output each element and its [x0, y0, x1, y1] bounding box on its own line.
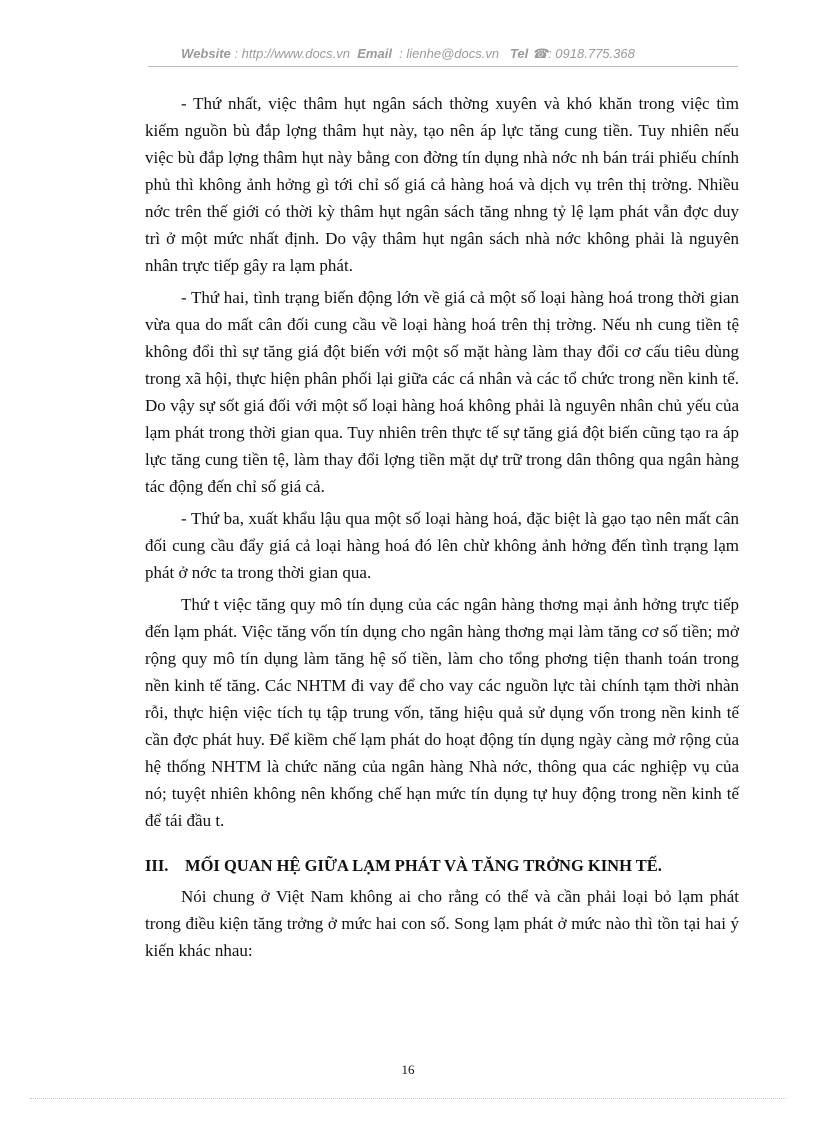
paragraph-second: - Thứ hai, tình trạng biến động lớn về giá cả một số loại hàng hoá trong thời gian vừa qua do mất cân đối cung cầu về loại hàng hoá trên thị trờng. Nếu nh cung tiền tệ không đổi thì sự tăng giá đột biến với một số mặt hàng làm thay đổi cơ cấu tiêu dùng trong xã hội, thực hiện phân phối lại giữa các cá nhân và các tổ chức trong nền kinh tế. Do vậy sự sốt giá đối với một số loại hàng hoá không phải là nguyên nhân chủ yếu của lạm phát trong thời gian qua. Tuy nhiên trên thực tế sự tăng giá đột biến cũng tạo ra áp lực tăng cung tiền tệ, làm thay đổi lợng tiền mặt dự trữ trong dân thông qua ngân hàng tác động đến chỉ số giá cả. — [145, 288, 739, 496]
tel-number: : 0918.775.368 — [548, 46, 635, 61]
header-divider — [148, 66, 738, 67]
paragraph-third: - Thứ ba, xuất khẩu lậu qua một số loại hàng hoá, đặc biệt là gạo tạo nên mất cân đối cung cầu đẩy giá cả loại hàng hoá đó lên chừ không ảnh hởng đến tình trạng lạm phát ở nớc ta trong thời gian qua. — [145, 509, 739, 582]
page-number: 16 — [401, 1062, 415, 1077]
section-title: MỐI QUAN HỆ GIỮA LẠM PHÁT VÀ TĂNG TRỞNG KINH TẾ. — [185, 856, 662, 875]
email-label: Email — [357, 46, 392, 61]
website-url: : http://www.docs.vn — [234, 46, 351, 61]
tel-label: Tel — [509, 46, 529, 61]
page-header — [0, 46, 816, 62]
document-body — [145, 90, 739, 969]
section-paragraph: Nói chung ở Việt Nam không ai cho rằng có thể và cần phải loại bỏ lạm phát trong điều kiện tăng trởng ở mức hai con số. Song lạm phát ở mức nào thì tồn tại hai ý kiến khác nhau: — [145, 887, 739, 960]
website-label: Website — [181, 46, 231, 61]
phone-icon: ☎ — [531, 46, 549, 61]
paragraph-first: - Thứ nhất, việc thâm hụt ngân sách thờng xuyên và khó khăn trong việc tìm kiếm nguồn bù đắp lợng thâm hụt này, tạo nên áp lực tăng cung tiền. Tuy nhiên nếu việc bù đắp lợng thâm hụt này bằng con đờng tín dụng nhà nớc nh bán trái phiếu chính phủ thì không ảnh hởng gì tới chỉ số giá cả hàng hoá và dịch vụ trên thị trờng. Nhiều nớc trên thế giới có thời kỳ thâm hụt ngân sách tăng nhng tỷ lệ lạm phát vẫn đợc duy trì ở một mức nhất định. Do vậy thâm hụt ngân sách nhà nớc không phải là nguyên nhân trực tiếp gây ra lạm phát. — [145, 94, 739, 275]
section-heading — [145, 852, 739, 879]
email-address: : lienhe@docs.vn — [399, 46, 500, 61]
section-number: III. — [145, 856, 169, 875]
page-bottom-divider — [30, 1098, 786, 1099]
paragraph-fourth: Thứ t việc tăng quy mô tín dụng của các ngân hàng thơng mại ảnh hởng trực tiếp đến lạm phát. Việc tăng vốn tín dụng cho ngân hàng thơng mại làm tăng cơ số tiền; mở rộng quy mô tín dụng làm tăng hệ số tiền, làm cho tổng phơng tiện thanh toán trong nền kinh tế tăng. Các NHTM đi vay để cho vay các nguồn lực tài chính tạm thời nhàn rỗi, thực hiện việc tích tụ tập trung vốn, tăng hiệu quả sử dụng vốn trong nền kinh tế cần đợc phát huy. Để kiềm chế lạm phát do hoạt động tín dụng ngày càng mở rộng của hệ thống NHTM là chức năng của ngân hàng Nhà nớc, thông qua các nghiệp vụ của nó; tuyệt nhiên không nên khống chế hạn mức tín dụng tự huy động trong nền kinh tế để tái đầu t. — [145, 595, 739, 830]
